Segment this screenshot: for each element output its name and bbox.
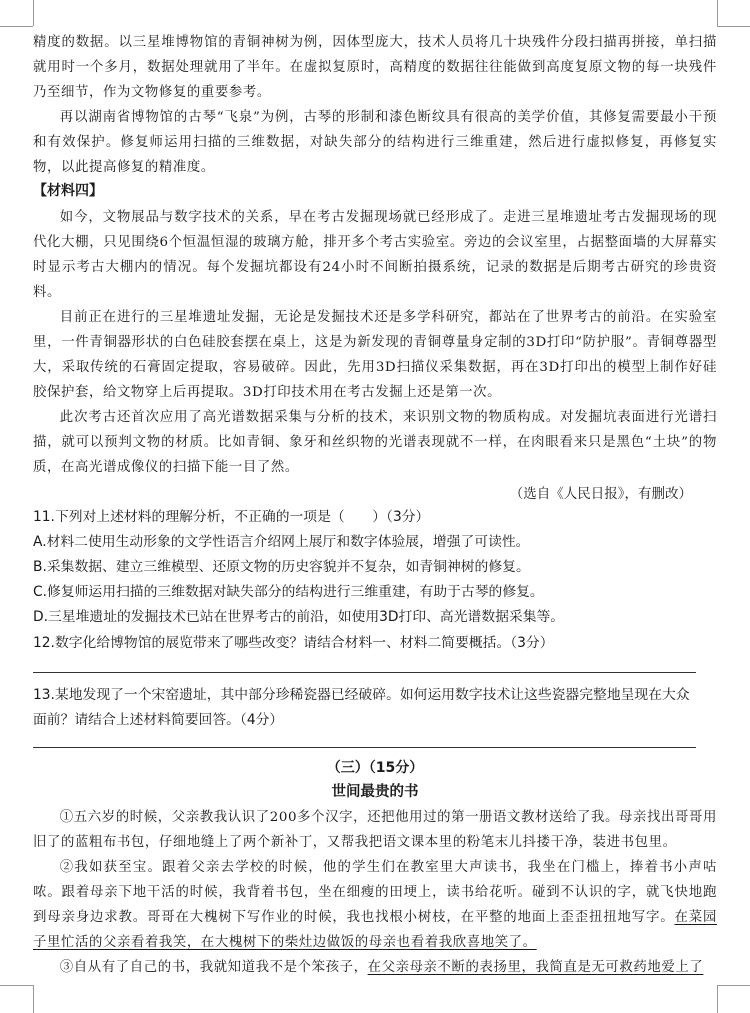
question-13-line1: 13.某地发现了一个宋窑遗址，其中部分珍稀瓷器已经破碎。如何运用数字技术让这些瓷器完整地呈现在大众 (33, 687, 690, 703)
question-11-option-b: B.采集数据、建立三维模型、还原文物的历史容貌并不复杂，如青铜神树的修复。 (33, 559, 530, 575)
material3-text (33, 30, 717, 180)
paragraph-m4-3: 此次考古还首次应用了高光谱数据采集与分析的技术，来识别文物的物质构成。对发掘坑表面进行光谱扫描，就可以预判文物的材质。比如青铜、象牙和丝织物的光谱表现就不一样，在肉眼看来只是黑色“土块”的物质，在高光谱成像仪的扫描下能一目了然。 (33, 410, 717, 475)
crop-mark-bottom-right-v (717, 985, 718, 1013)
crop-mark-top-right-h (717, 26, 750, 27)
question-11-option-d: D.三星堆遗址的发掘技术已站在世界考古的前沿，如使用3D打印、高光谱数据采集等。 (33, 609, 565, 625)
source-citation: （选自《人民日报》，有删改） (509, 486, 692, 502)
crop-mark-bottom-right-h (717, 985, 750, 986)
question-12: 12.数字化给博物馆的展览带来了哪些改变？请结合材料一、材料二简要概括。（3分） (33, 635, 554, 651)
story-paragraph-3-text: ③自从有了自己的书，我就知道我不是个笨孩子， (59, 960, 368, 975)
paragraph-guqin: 再以湖南省博物馆的古琴“飞泉”为例，古琴的形制和漆色断纹具有很高的美学价值，其修复需要最小干预和有效保护。修复师运用扫描的三维数据，对缺失部分的结构进行三维重建，然后进行虚拟修复，再修复实物，以此提高修复的精准度。 (33, 110, 717, 175)
question-11-option-a: A.材料二使用生动形象的文学性语言介绍网上展厅和数字体验展，增强了可读性。 (33, 534, 530, 550)
question-11: 11.下列对上述材料的理解分析，不正确的一项是（ ）（3分） (33, 509, 430, 525)
crop-mark-bottom-left-v (33, 985, 34, 1013)
paragraph-m4-2: 目前正在进行的三星堆遗址发掘，无论是发掘技术还是多学科研究，都站在了世界考古的前沿。在实验室里，一件青铜器形状的白色硅胶套摆在桌上，这是为新发现的青铜尊量身定制的3D打印“防护服”。青铜尊器型大，采取传统的石膏固定提取，容易破碎。因此，先用3D扫描仪采集数据，再在3D打印出的模型上制作好硅胶保护套，给文物穿上后再提取。3D打印技术用在考古发掘上还是第一次。 (33, 310, 717, 400)
story-text (33, 805, 717, 980)
question-13-line2: 面前？请结合上述材料简要回答。（4分） (33, 712, 284, 728)
paragraph-m4-1: 如今，文物展品与数字技术的关系，早在考古发掘现场就已经形成了。走进三星堆遗址考古发掘现场的现代化大棚，只见围绕6个恒温恒湿的玻璃方舱，排开多个考古实验室。旁边的会议室里，占据整面墙的大屏幕实时显示考古大棚内的情况。每个发掘坑都设有24小时不间断拍摄系统，记录的数据是后期考古研究的珍贵资料。 (33, 210, 717, 300)
story-paragraph-3 (33, 955, 717, 980)
section-heading: （三）（15分） (326, 760, 424, 776)
story-paragraph-1: ①五六岁的时候，父亲教我认识了200多个汉字，还把他用过的第一册语文教材送给了我。母亲找出哥哥用旧了的蓝粗布书包，仔细地缝上了两个新补丁，又帮我把语文课本里的粉笔末儿抖搂干净，装进书包里。 (33, 810, 717, 850)
answer-line-q12 (33, 672, 696, 673)
crop-mark-bottom-left-h (0, 985, 33, 986)
material4-heading: 【材料四】 (33, 183, 103, 199)
material4-text (33, 205, 717, 480)
answer-line-q13 (33, 747, 696, 748)
crop-mark-top-left-v (33, 0, 34, 26)
question-11-option-c: C.修复师运用扫描的三维数据对缺失部分的结构进行三维重建，有助于古琴的修复。 (33, 584, 544, 600)
crop-mark-top-left-h (0, 26, 33, 27)
story-paragraph-3-underlined: 在父亲母亲不断的表扬里，我简直是无可救药地爱上了 (367, 960, 704, 975)
story-paragraph-2-underlined: 在菜园子里忙活的父亲看着我笑，在大槐树下的柴灶边做饭的母亲也看着我欣喜地笑了。 (33, 910, 717, 950)
story-title: 世间最贵的书 (331, 784, 419, 800)
paragraph-intro: 精度的数据。以三星堆博物馆的青铜神树为例，因体型庞大，技术人员将几十块残件分段扫描再拼接，单扫描就用时一个多月，数据处理就用了半年。在虚拟复原时，高精度的数据往往能做到高度复原文物的每一块残件乃至细节，作为文物修复的重要参考。 (33, 35, 717, 100)
crop-mark-top-right-v (717, 0, 718, 26)
story-paragraph-2-text: ②我如获至宝。跟着父亲去学校的时候，他的学生们在教室里大声读书，我坐在门槛上，捧着书小声咕哝。跟着母亲下地干活的时候，我背着书包，坐在细瘦的田埂上，读书给花听。碰到不认识的字，就飞快地跑到母亲身边求教。哥哥在大槐树下写作业的时候，我也找根小树枝，在平整的地面上歪歪扭扭地写字。 (33, 860, 717, 925)
story-paragraph-2 (33, 855, 717, 955)
